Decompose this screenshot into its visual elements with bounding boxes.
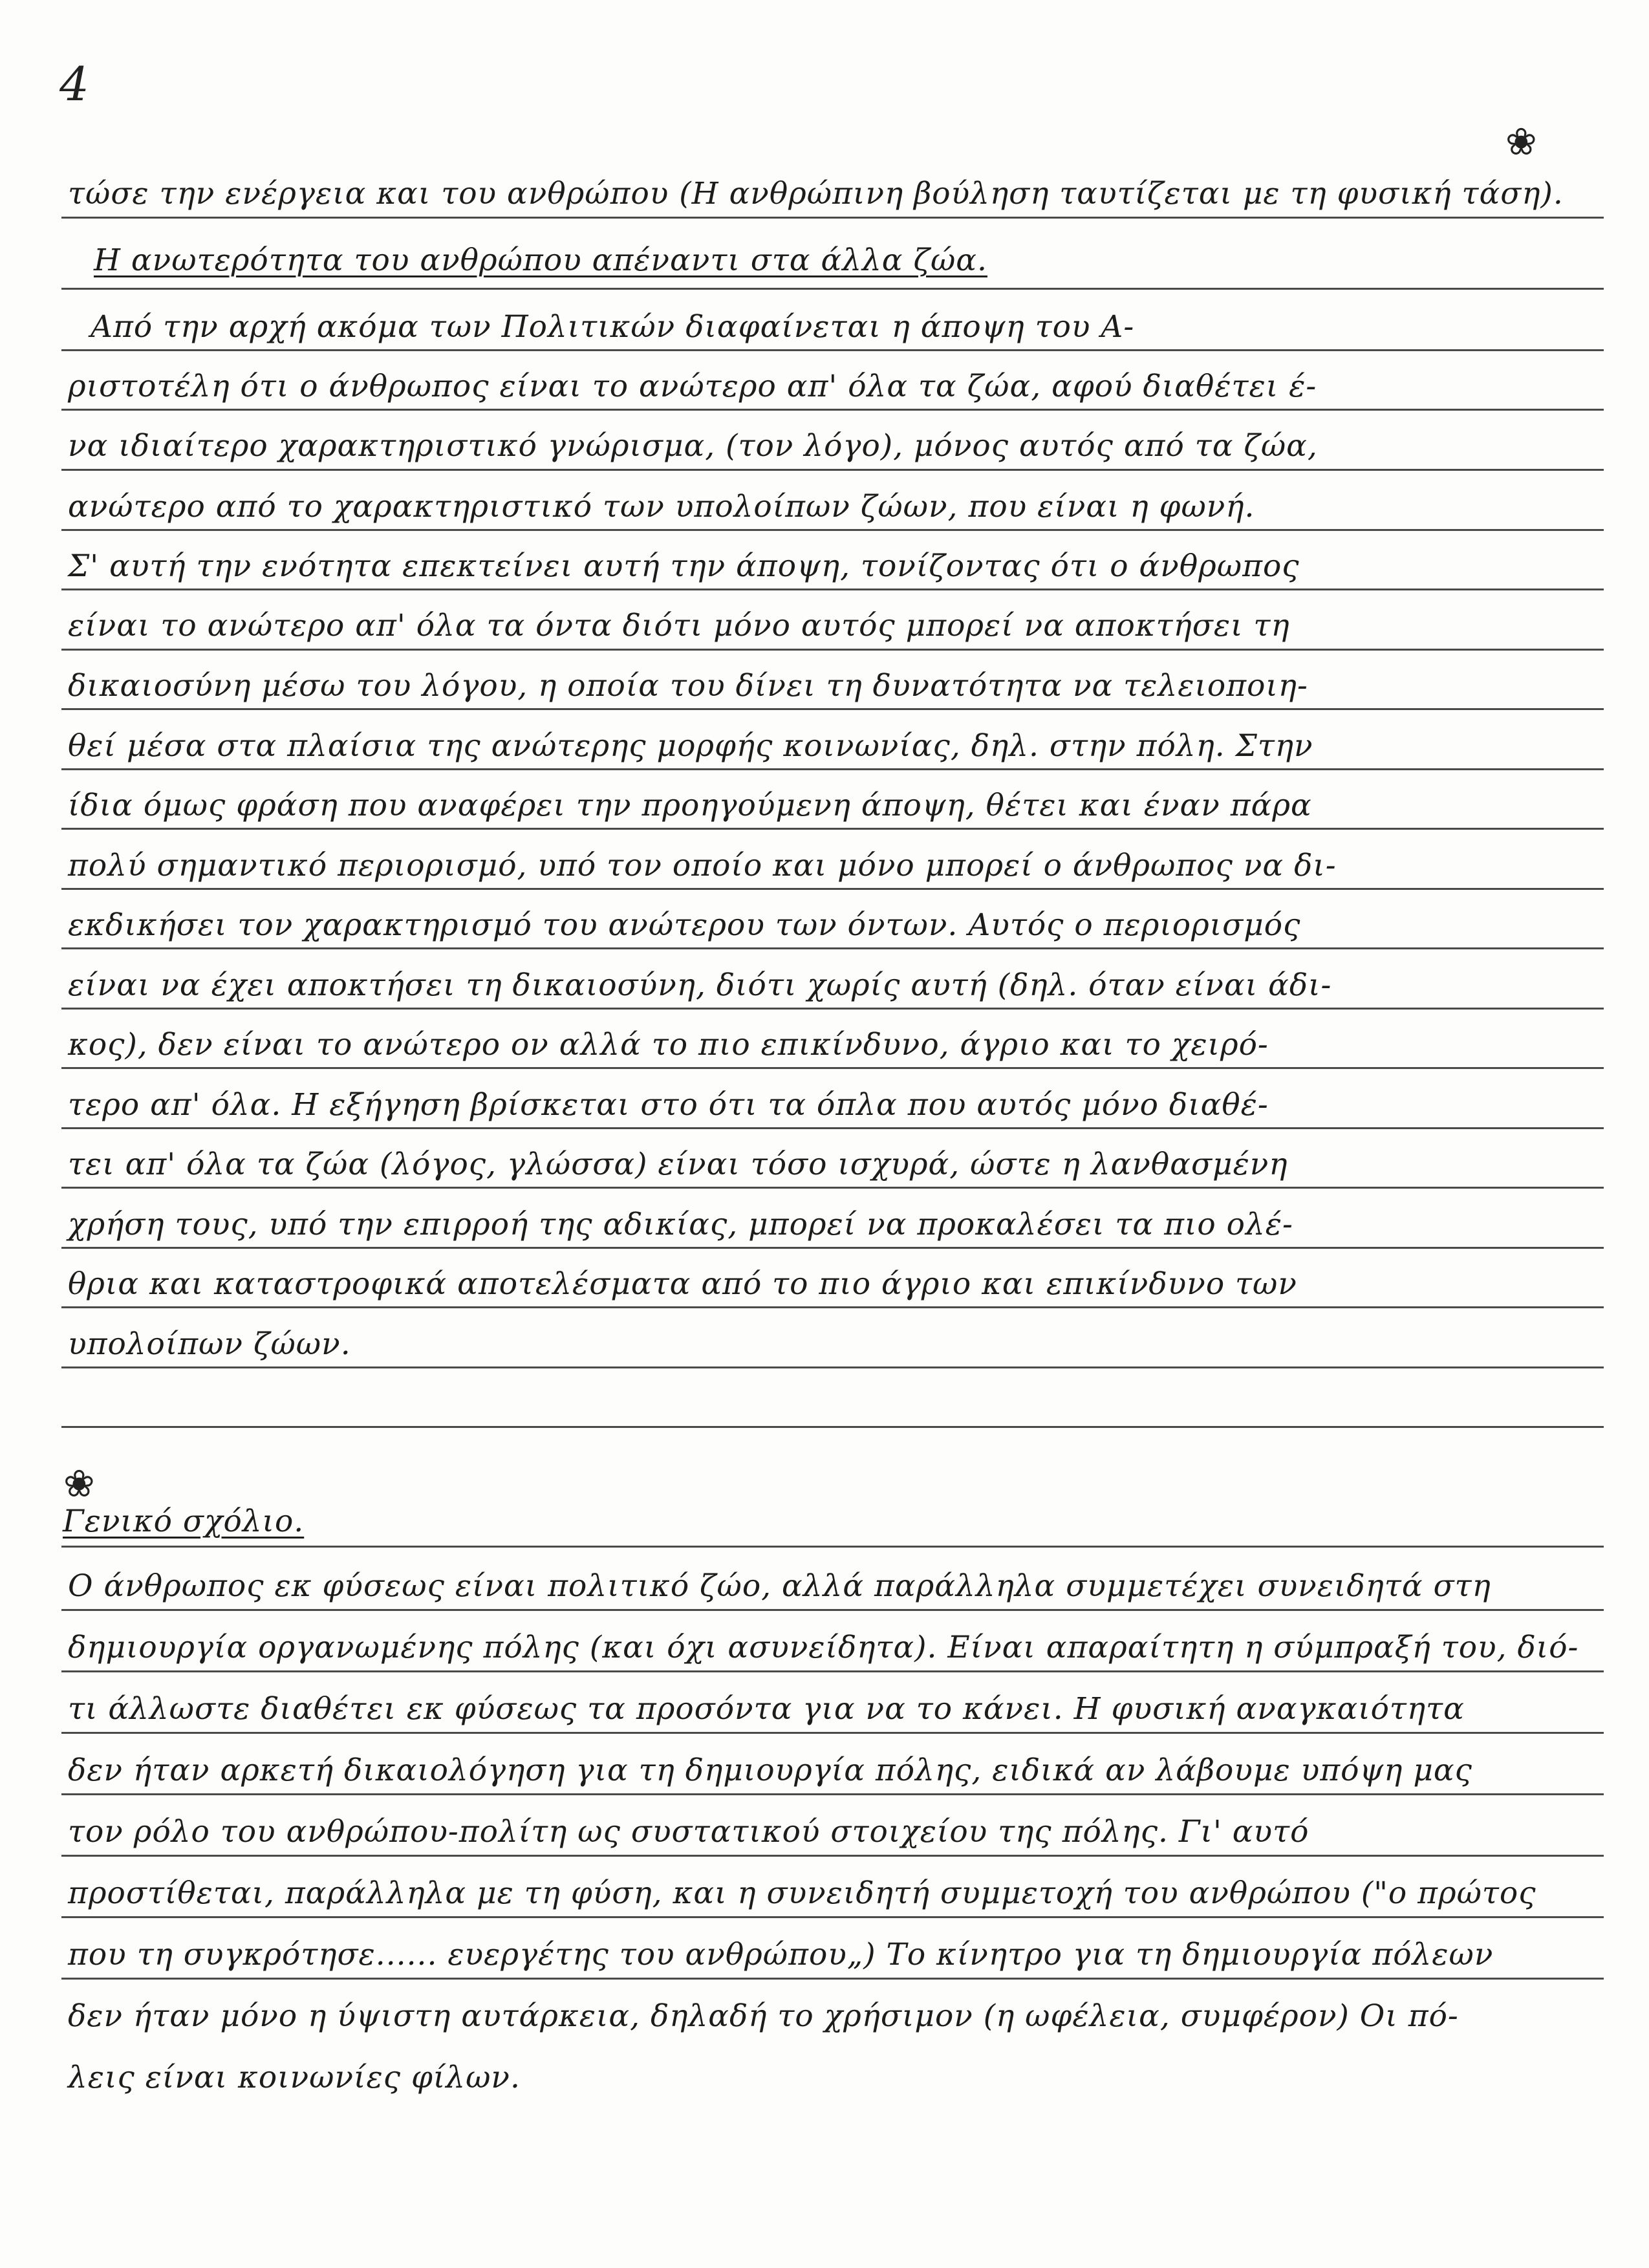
ruled-line <box>61 217 1604 219</box>
ruled-line <box>61 1127 1604 1129</box>
ruled-line <box>61 529 1604 531</box>
ruled-line <box>61 1978 1604 1980</box>
ruled-line <box>61 1609 1604 1611</box>
ruled-line <box>61 1855 1604 1857</box>
ruled-line <box>61 1366 1604 1368</box>
text-line: χρήση τους, υπό την επιρροή της αδικίας, μπορεί να προκαλέσει τα πιο ολέ- <box>68 1207 1293 1242</box>
ruled-line <box>61 768 1604 770</box>
ruled-line <box>61 1546 1604 1548</box>
text-line: πολύ σημαντικό περιορισμό, υπό τον οποίο και μόνο μπορεί ο άνθρωπος να δι- <box>68 848 1337 883</box>
text-line: θρια και καταστροφικά αποτελέσματα από το πιο άγριο και επικίνδυνο των <box>68 1266 1297 1302</box>
ruled-line <box>61 1187 1604 1189</box>
general-comment-heading: Γενικό σχόλιο. <box>63 1504 305 1539</box>
text-line: ίδια όμως φράση που αναφέρει την προηγούμενη άποψη, θέτει και έναν πάρα <box>68 788 1312 823</box>
text-line: Από την αρχή ακόμα των Πολιτικών διαφαίνεται η άποψη του Α- <box>91 309 1135 345</box>
text-line: τερο απ' όλα. Η εξήγηση βρίσκεται στο ότι τα όπλα που αυτός μόνο διαθέ- <box>68 1087 1269 1123</box>
ruled-line <box>61 1793 1604 1795</box>
text-line: λεις είναι κοινωνίες φίλων. <box>68 2060 521 2095</box>
ruled-line <box>61 1247 1604 1249</box>
ruled-line <box>61 469 1604 471</box>
text-line: προστίθεται, παράλληλα με τη φύση, και η συνειδητή συμμετοχή του ανθρώπου ("ο πρώτος <box>68 1875 1536 1911</box>
text-line: τον ρόλο του ανθρώπου-πολίτη ως συστατικού στοιχείου της πόλης. Γι' αυτό <box>68 1814 1310 1850</box>
text-line: Ο άνθρωπος εκ φύσεως είναι πολιτικό ζώο, αλλά παράλληλα συμμετέχει συνειδητά στη <box>68 1568 1491 1604</box>
ruled-line <box>61 828 1604 830</box>
ruled-line <box>61 288 1604 290</box>
text-line: είναι να έχει αποκτήσει τη δικαιοσύνη, διότι χωρίς αυτή (δηλ. όταν είναι άδι- <box>68 967 1332 1003</box>
text-line: είναι το ανώτερο απ' όλα τα όντα διότι μόνο αυτός μπορεί να αποκτήσει τη <box>68 608 1290 643</box>
text-line: ριστοτέλη ότι ο άνθρωπος είναι το ανώτερο απ' όλα τα ζώα, αφού διαθέτει έ- <box>68 369 1317 404</box>
ruled-line <box>61 1426 1604 1428</box>
ruled-line <box>61 1916 1604 1918</box>
text-line: δημιουργία οργανωμένης πόλης (και όχι ασυνείδητα). Είναι απαραίτητη η σύμπραξή του, διό- <box>68 1630 1579 1665</box>
section-heading-superiority: Η ανωτερότητα του ανθρώπου απέναντι στα άλλα ζώα. <box>94 243 987 278</box>
ruled-line <box>61 649 1604 651</box>
text-line: δεν ήταν αρκετή δικαιολόγηση για τη δημιουργία πόλης, ειδικά αν λάβουμε υπόψη μας <box>68 1753 1472 1788</box>
text-line: να ιδιαίτερο χαρακτηριστικό γνώρισμα, (τον λόγο), μόνος αυτός από τα ζώα, <box>68 428 1318 464</box>
ruled-line <box>61 1067 1604 1069</box>
text-line: Σ' αυτή την ενότητα επεκτείνει αυτή την άποψη, τονίζοντας ότι ο άνθρωπος <box>68 548 1300 584</box>
text-line: εκδικήσει τον χαρακτηρισμό του ανώτερου των όντων. Αυτός ο περιορισμός <box>68 907 1301 943</box>
ruled-line <box>61 1008 1604 1010</box>
text-line: που τη συγκρότησε...... ευεργέτης του ανθρώπου„) Το κίνητρο για τη δημιουργία πόλεων <box>68 1937 1494 1972</box>
ruled-line <box>61 708 1604 710</box>
ruled-line <box>61 947 1604 949</box>
text-line: τώσε την ενέργεια και του ανθρώπου (Η ανθρώπινη βούληση ταυτίζεται με τη φυσική τάση). <box>68 176 1564 211</box>
text-line: δικαιοσύνη μέσω του λόγου, η οποία του δίνει τη δυνατότητα να τελειοποιη- <box>68 668 1308 704</box>
ruled-line <box>61 349 1604 351</box>
ruled-line <box>61 888 1604 890</box>
asterisk-mark-top: ❀ <box>1505 120 1537 164</box>
text-line: κος), δεν είναι το ανώτερο ον αλλά το πιο επικίνδυνο, άγριο και το χειρό- <box>68 1027 1269 1063</box>
text-line: υπολοίπων ζώων. <box>68 1326 351 1362</box>
text-line: τι άλλωστε διαθέτει εκ φύσεως τα προσόντα για να το κάνει. Η φυσική αναγκαιότητα <box>68 1691 1465 1727</box>
ruled-line <box>61 589 1604 590</box>
ruled-line <box>61 1732 1604 1734</box>
ruled-line <box>61 1670 1604 1672</box>
ruled-line <box>61 409 1604 411</box>
text-line: ανώτερο από το χαρακτηριστικό των υπολοίπων ζώων, που είναι η φωνή. <box>68 489 1255 524</box>
page-number: 4 <box>59 57 89 111</box>
text-line: δεν ήταν μόνο η ύψιστη αυτάρκεια, δηλαδή το χρήσιμον (η ωφέλεια, συμφέρον) Οι πό- <box>68 1998 1459 2034</box>
ruled-line <box>61 1306 1604 1308</box>
asterisk-mark-general: ❀ <box>63 1462 95 1506</box>
text-line: τει απ' όλα τα ζώα (λόγος, γλώσσα) είναι τόσο ισχυρά, ώστε η λανθασμένη <box>68 1147 1288 1182</box>
text-line: θεί μέσα στα πλαίσια της ανώτερης μορφής κοινωνίας, δηλ. στην πόλη. Στην <box>68 728 1313 764</box>
